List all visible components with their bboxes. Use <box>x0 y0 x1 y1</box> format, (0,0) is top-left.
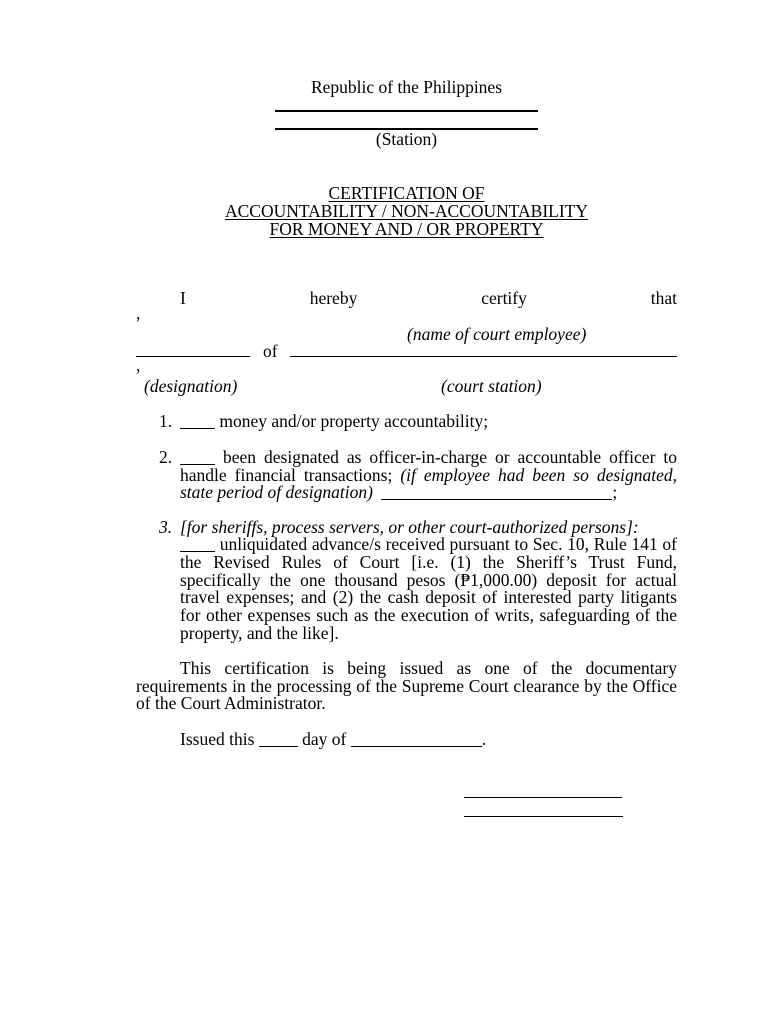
item-2-number: 2. <box>159 447 173 467</box>
accountability-status-blank <box>180 416 215 429</box>
item-2-text-1: been designated as officer-in-charge or accountable officer to <box>223 447 678 467</box>
signatory-position-line <box>464 816 623 817</box>
closing-line-2: requirements in the processing of the Supreme Court clearance by the Office <box>136 676 677 696</box>
designation-period-blank <box>381 487 612 500</box>
designation-caption: (designation) <box>144 376 238 396</box>
item-3-text-1: unliquidated advance/s received pursuant to Sec. 10, Rule 141 of <box>219 534 677 554</box>
item-3-line-4: travel expenses; and (2) the cash deposit of interested party litigants <box>180 587 677 607</box>
item-2-instruction-cont: state period of designation) <box>180 482 373 502</box>
title-line-1: CERTIFICATION OF <box>328 183 485 203</box>
court-station-blank <box>290 356 677 357</box>
item-1-number: 1. <box>159 411 173 431</box>
issued-middle: day of <box>302 729 347 749</box>
issued-month-blank <box>351 734 482 747</box>
employee-name-caption: (name of court employee) <box>407 324 587 344</box>
title-line-2: ACCOUNTABILITY / NON-ACCOUNTABILITY <box>224 201 589 221</box>
item-1-text: money and/or property accountability; <box>219 411 489 431</box>
issued-prefix: Issued this <box>180 729 255 749</box>
item-2-line-1 <box>180 448 677 466</box>
item-1-line <box>180 412 488 430</box>
certify-opening: I hereby certify that <box>180 288 677 308</box>
item-3-heading: [for sheriffs, process servers, or other court-authorized persons]: <box>180 517 639 537</box>
item-3-line-2: the Revised Rules of Court [i.e. (1) the Sheriff’s Trust Fund, <box>180 552 677 572</box>
republic-heading: Republic of the Philippines <box>310 77 503 97</box>
station-comma: , <box>136 355 141 375</box>
issued-period: . <box>481 729 487 749</box>
issued-day-blank <box>259 734 298 747</box>
employee-name-comma: , <box>136 303 141 323</box>
item-2-text-2: handle financial transactions; <box>180 465 393 485</box>
item-2-semicolon: ; <box>612 482 618 502</box>
closing-line-1: This certification is being issued as one of the documentary <box>180 658 677 678</box>
item-3-number: 3. <box>159 517 173 537</box>
court-station-caption: (court station) <box>441 376 542 396</box>
designation-status-blank <box>180 452 215 465</box>
issued-line <box>180 730 486 748</box>
region-blank-line <box>275 110 538 112</box>
station-caption: (Station) <box>375 129 438 149</box>
item-3-line-6: property, and the like]. <box>180 623 339 643</box>
item-2-instruction: (if employee had been so designated, <box>400 465 678 485</box>
item-3-line-1 <box>180 535 677 553</box>
closing-line-3: of the Court Administrator. <box>136 693 326 713</box>
of-word: of <box>263 341 278 361</box>
item-2-line-3 <box>180 483 617 501</box>
title-line-3: FOR MONEY AND / OR PROPERTY <box>269 219 544 239</box>
signature-line <box>464 797 622 798</box>
item-3-line-3: specifically the one thousand pesos (₱1,000.00) deposit for actual <box>180 570 677 590</box>
item-3-line-5: for other expenses such as the execution of writs, safeguarding of the <box>180 605 677 625</box>
designation-blank <box>136 356 250 357</box>
advance-status-blank <box>180 539 215 552</box>
